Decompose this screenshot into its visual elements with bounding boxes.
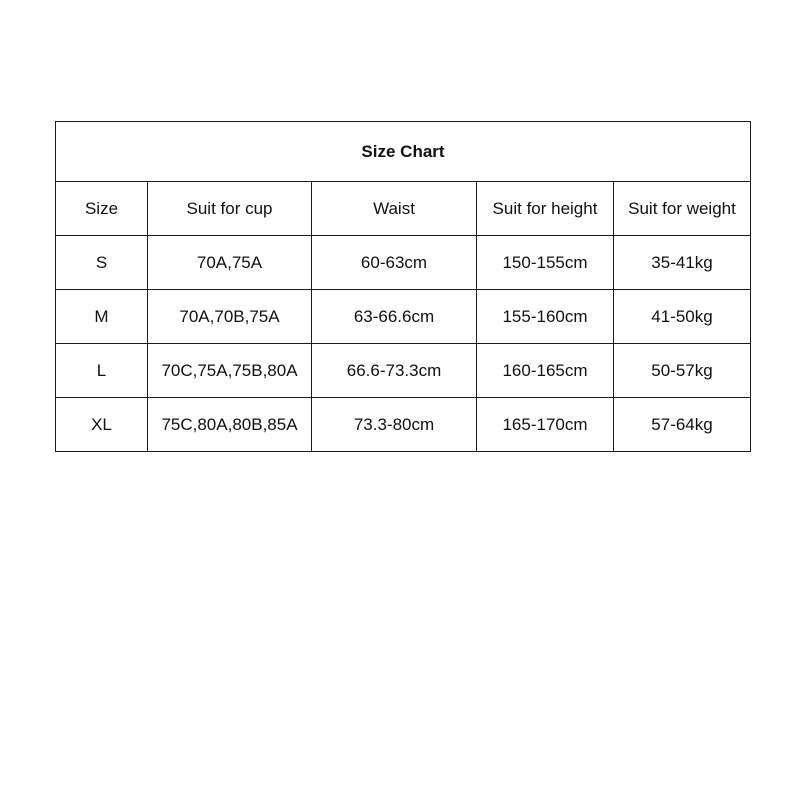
cell-height: 150-155cm xyxy=(477,236,614,290)
chart-title: Size Chart xyxy=(56,122,751,182)
header-cup: Suit for cup xyxy=(148,182,312,236)
cell-waist: 63-66.6cm xyxy=(312,290,477,344)
cell-size: L xyxy=(56,344,148,398)
cell-weight: 41-50kg xyxy=(614,290,751,344)
cell-height: 155-160cm xyxy=(477,290,614,344)
table-row xyxy=(56,398,751,452)
cell-height: 160-165cm xyxy=(477,344,614,398)
header-row xyxy=(56,182,751,236)
table-row xyxy=(56,236,751,290)
cell-cup: 70C,75A,75B,80A xyxy=(148,344,312,398)
cell-height: 165-170cm xyxy=(477,398,614,452)
cell-cup: 70A,75A xyxy=(148,236,312,290)
cell-size: M xyxy=(56,290,148,344)
cell-cup: 70A,70B,75A xyxy=(148,290,312,344)
cell-size: S xyxy=(56,236,148,290)
title-row xyxy=(56,122,751,182)
cell-weight: 50-57kg xyxy=(614,344,751,398)
table-row xyxy=(56,290,751,344)
size-chart-table xyxy=(55,121,751,452)
header-weight: Suit for weight xyxy=(614,182,751,236)
cell-weight: 57-64kg xyxy=(614,398,751,452)
table-row xyxy=(56,344,751,398)
header-waist: Waist xyxy=(312,182,477,236)
cell-weight: 35-41kg xyxy=(614,236,751,290)
cell-waist: 60-63cm xyxy=(312,236,477,290)
cell-waist: 73.3-80cm xyxy=(312,398,477,452)
header-height: Suit for height xyxy=(477,182,614,236)
cell-cup: 75C,80A,80B,85A xyxy=(148,398,312,452)
header-size: Size xyxy=(56,182,148,236)
cell-waist: 66.6-73.3cm xyxy=(312,344,477,398)
cell-size: XL xyxy=(56,398,148,452)
